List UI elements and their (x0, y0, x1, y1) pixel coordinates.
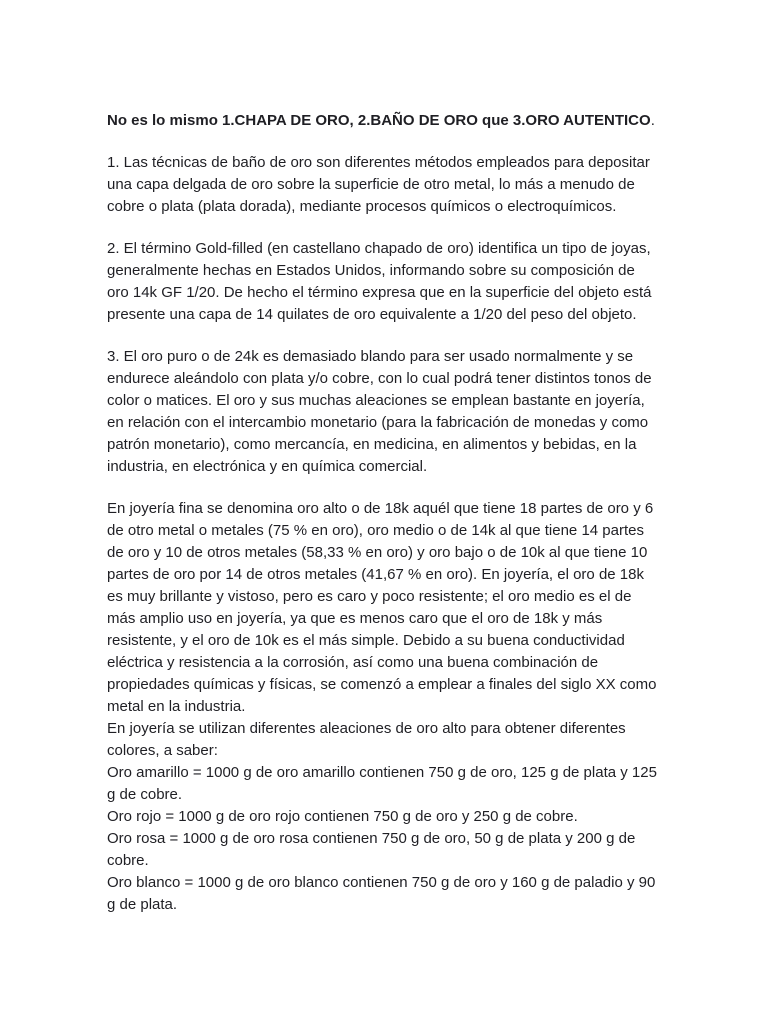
paragraph-2 (107, 238, 663, 326)
text-line: oro 14k GF 1/20. De hecho el término expresa que en la superficie del objeto está (107, 284, 652, 301)
text-line: cobre. (107, 852, 149, 869)
text-line: generalmente hechas en Estados Unidos, informando sobre su composición de (107, 262, 635, 279)
text-line: presente una capa de 14 quilates de oro equivalente a 1/20 del peso del objeto. (107, 306, 637, 323)
paragraph-1 (107, 152, 663, 218)
document-title-bold: No es lo mismo 1.CHAPA DE ORO, 2.BAÑO DE ORO que 3.ORO AUTENTICO (107, 112, 651, 129)
document-title (107, 110, 663, 132)
text-line: Oro amarillo = 1000 g de oro amarillo contienen 750 g de oro, 125 g de plata y 125 (107, 764, 657, 781)
text-line: colores, a saber: (107, 742, 218, 759)
text-line: más amplio uso en joyería, ya que es menos caro que el oro de 18k y más (107, 610, 603, 627)
text-line: de oro y 10 de otros metales (58,33 % en oro) y oro bajo o de 10k al que tiene 10 (107, 544, 648, 561)
text-line: una capa delgada de oro sobre la superficie de otro metal, lo más a menudo de (107, 176, 635, 193)
text-line: En joyería fina se denomina oro alto o de 18k aquél que tiene 18 partes de oro y 6 (107, 500, 654, 517)
text-line: resistente, y el oro de 10k es el más simple. Debido a su buena conductividad (107, 632, 625, 649)
text-line: industria, en electrónica y en química comercial. (107, 458, 428, 475)
paragraph-4 (107, 498, 663, 916)
text-line: metal en la industria. (107, 698, 246, 715)
text-line: color o matices. El oro y sus muchas aleaciones se emplean bastante en joyería, (107, 392, 645, 409)
text-line: 2. El término Gold-filled (en castellano chapado de oro) identifica un tipo de joyas, (107, 240, 651, 257)
text-line: Oro rosa = 1000 g de oro rosa contienen 750 g de oro, 50 g de plata y 200 g de (107, 830, 636, 847)
text-line: es muy brillante y vistoso, pero es caro y poco resistente; el oro medio es el de (107, 588, 632, 605)
text-line: cobre o plata (plata dorada), mediante procesos químicos o electroquímicos. (107, 198, 617, 215)
paragraph-3 (107, 346, 663, 478)
text-line: Oro blanco = 1000 g de oro blanco contienen 750 g de oro y 160 g de paladio y 90 (107, 874, 656, 891)
text-line: En joyería se utilizan diferentes aleaciones de oro alto para obtener diferentes (107, 720, 626, 737)
text-line: de otro metal o metales (75 % en oro), oro medio o de 14k al que tiene 14 partes (107, 522, 644, 539)
text-line: g de cobre. (107, 786, 183, 803)
document-page (107, 110, 663, 916)
text-line: endurece aleándolo con plata y/o cobre, con lo cual podrá tener distintos tonos de (107, 370, 652, 387)
text-line: 3. El oro puro o de 24k es demasiado blando para ser usado normalmente y se (107, 348, 634, 365)
text-line: Oro rojo = 1000 g de oro rojo contienen 750 g de oro y 250 g de cobre. (107, 808, 578, 825)
text-line: propiedades químicas y físicas, se comenzó a emplear a finales del siglo XX como (107, 676, 657, 693)
text-line: en relación con el intercambio monetario (para la fabricación de monedas y como (107, 414, 649, 431)
text-line: patrón monetario), como mercancía, en medicina, en alimentos y bebidas, en la (107, 436, 637, 453)
text-line: eléctrica y resistencia a la corrosión, así como una buena combinación de (107, 654, 599, 671)
text-line: partes de oro por 14 de otros metales (41,67 % en oro). En joyería, el oro de 18k (107, 566, 644, 583)
text-line: 1. Las técnicas de baño de oro son diferentes métodos empleados para depositar (107, 154, 650, 171)
text-line: g de plata. (107, 896, 178, 913)
document-title-period: . (650, 112, 655, 129)
